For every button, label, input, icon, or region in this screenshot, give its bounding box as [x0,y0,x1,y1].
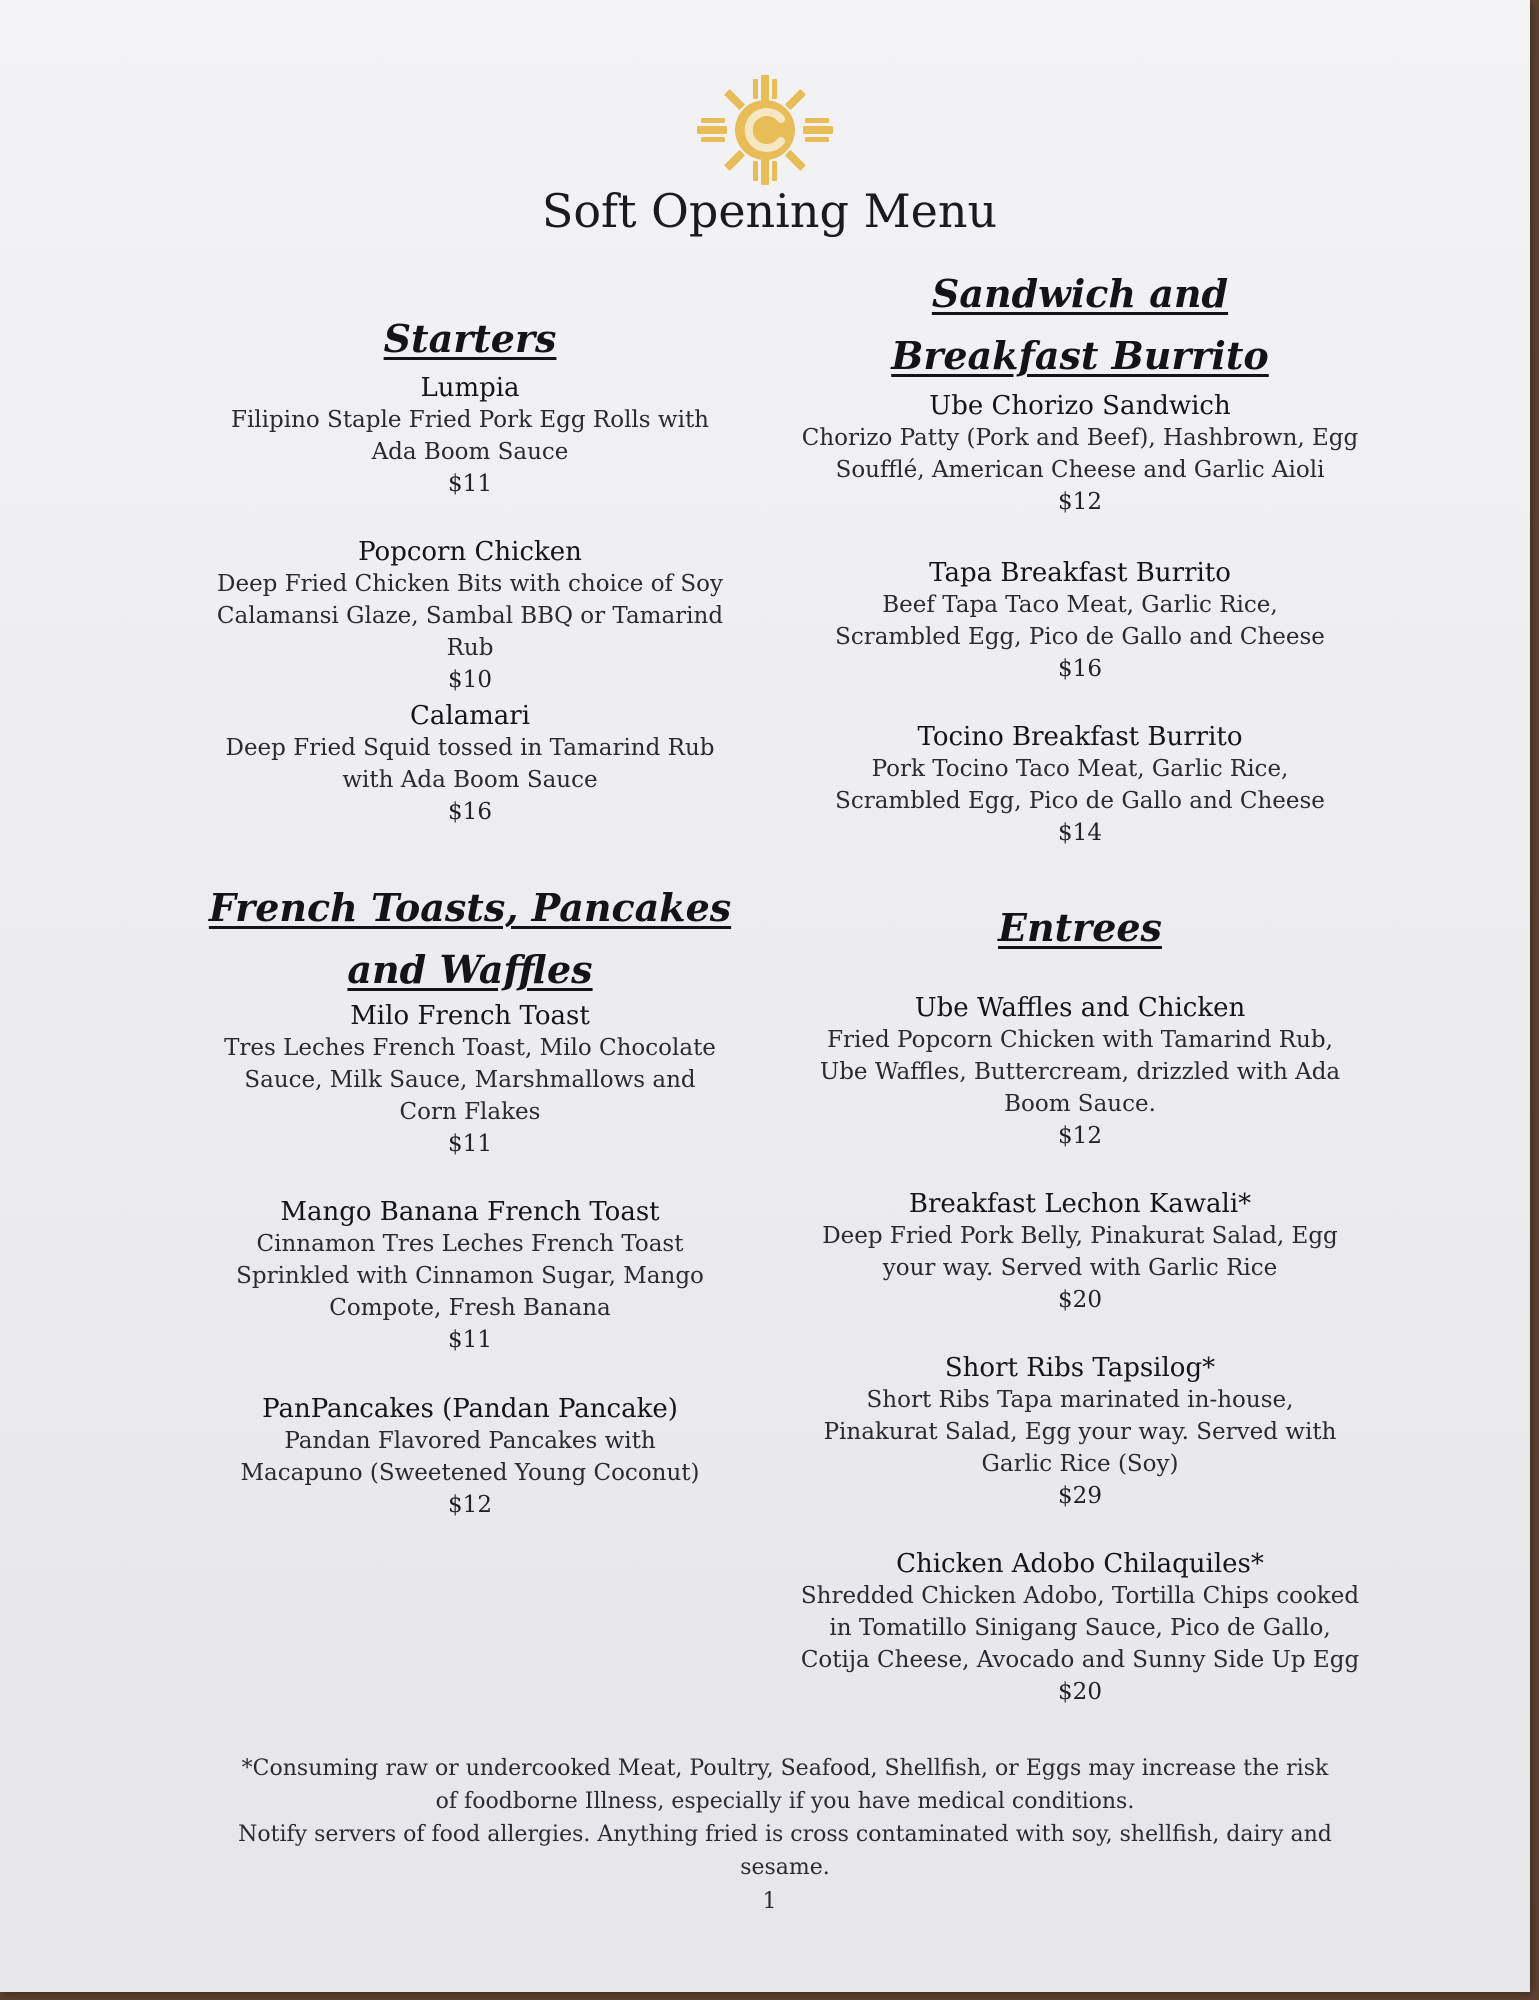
item-price: $11 [448,1131,492,1157]
menu-item-short-ribs-tapsilog [800,1352,1360,1512]
item-price: $20 [1058,1679,1102,1705]
item-price: $12 [448,1492,492,1518]
menu-item-panpancakes [200,1393,740,1521]
menu-item-milo-french-toast [200,1000,740,1160]
item-description: Deep Fried Chicken Bits with choice of Soy Calamansi Glaze, Sambal BBQ or Tamarind Rub [216,571,724,661]
item-price: $16 [1058,656,1102,682]
item-description: Deep Fried Pork Belly, Pinakurat Salad, Egg your way. Served with Garlic Rice [822,1223,1338,1281]
item-name: Lumpia [420,373,520,403]
item-name: Ube Chorizo Sandwich [929,391,1231,421]
item-price: $16 [448,799,492,825]
section-heading-sandwich-burrito: Sandwich and Breakfast Burrito [891,271,1269,378]
item-price: $12 [1058,1123,1102,1149]
item-price: $11 [448,1327,492,1353]
page-number: 1 [762,1889,777,1914]
item-name: Milo French Toast [350,1001,590,1031]
item-name: Mango Banana French Toast [280,1197,660,1227]
item-name: Calamari [409,701,531,731]
menu-item-popcorn-chicken [200,536,740,696]
item-description: Deep Fried Squid tossed in Tamarind Rub with Ada Boom Sauce [225,735,715,793]
item-description: Tres Leches French Toast, Milo Chocolate Sauce, Milk Sauce, Marshmallows and Corn Flakes [224,1035,716,1125]
item-description: Chorizo Patty (Pork and Beef), Hashbrown, Egg Soufflé, American Cheese and Garlic Aioli [801,425,1359,483]
item-name: Ube Waffles and Chicken [914,993,1246,1023]
menu-item-tapa-breakfast-burrito [800,557,1360,685]
raw-food-disclaimer: *Consuming raw or undercooked Meat, Poultry, Seafood, Shellfish, or Eggs may increase the risk of foodborne Illness, especially if you have medical conditions. [241,1756,1329,1814]
menu-item-chicken-adobo-chilaquiles [800,1548,1360,1708]
item-price: $11 [448,471,492,497]
item-description: Short Ribs Tapa marinated in-house, Pinakurat Salad, Egg your way. Served with Garlic Rice (Soy) [823,1387,1337,1477]
item-description: Pork Tocino Taco Meat, Garlic Rice, Scrambled Egg, Pico de Gallo and Cheese [835,756,1325,814]
menu-item-calamari [200,700,740,828]
section-heading-starters: Starters [383,316,557,361]
section-heading-french-toasts: French Toasts, Pancakes and Waffles [208,885,732,992]
item-name: Breakfast Lechon Kawali* [908,1189,1252,1219]
item-name: Popcorn Chicken [358,537,582,567]
menu-item-mango-banana-french-toast [200,1196,740,1356]
item-description: Pandan Flavored Pancakes with Macapuno (Sweetened Young Coconut) [240,1428,700,1486]
item-description: Fried Popcorn Chicken with Tamarind Rub, Ube Waffles, Buttercream, drizzled with Ada Boom Sauce. [819,1027,1341,1117]
item-description: Beef Tapa Taco Meat, Garlic Rice, Scrambled Egg, Pico de Gallo and Cheese [835,592,1325,650]
item-description: Cinnamon Tres Leches French Toast Sprinkled with Cinnamon Sugar, Mango Compote, Fresh Banana [236,1231,704,1321]
left-column [200,0,740,1600]
item-price: $12 [1058,489,1102,515]
menu-item-breakfast-lechon-kawali [800,1188,1360,1316]
menu-item-ube-waffles-chicken [800,992,1360,1152]
item-name: PanPancakes (Pandan Pancake) [262,1394,678,1424]
item-price: $29 [1058,1483,1102,1509]
allergy-note: Notify servers of food allergies. Anything fried is cross contaminated with soy, shellfish, dairy and sesame. [238,1822,1332,1880]
page-title: Soft Opening Menu [541,184,998,238]
menu-item-lumpia [200,372,740,500]
right-column [800,0,1360,1720]
item-description: Filipino Staple Fried Pork Egg Rolls with Ada Boom Sauce [230,407,709,465]
section-heading-entrees: Entrees [998,905,1162,950]
item-description: Shredded Chicken Adobo, Tortilla Chips cooked in Tomatillo Sinigang Sauce, Pico de Gallo, Cotija Cheese, Avocado and Sunny Side Up Egg [800,1583,1360,1673]
item-price: $10 [448,667,492,693]
item-price: $20 [1058,1287,1102,1313]
menu-item-ube-chorizo-sandwich [800,390,1360,518]
item-price: $14 [1058,820,1102,846]
menu-item-tocino-breakfast-burrito [800,721,1360,849]
footer-notes [230,1752,1340,1884]
item-name: Tapa Breakfast Burrito [929,558,1231,588]
item-name: Short Ribs Tapsilog* [944,1353,1216,1383]
item-name: Tocino Breakfast Burrito [917,722,1243,752]
item-name: Chicken Adobo Chilaquiles* [896,1549,1264,1579]
